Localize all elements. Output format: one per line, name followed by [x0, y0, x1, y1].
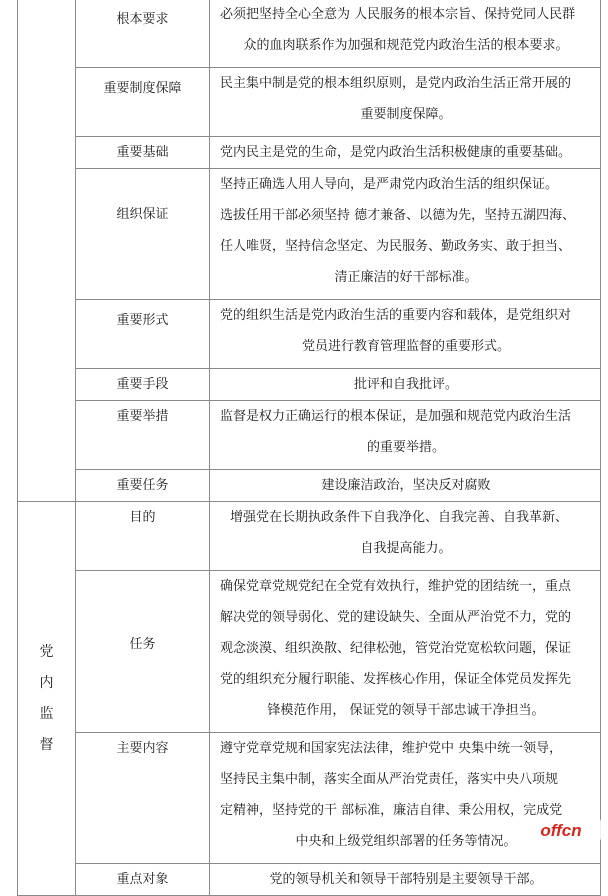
- content-line: 批评和自我批评。: [353, 377, 458, 392]
- row-content: [210, 571, 601, 733]
- content-line: 党的组织充分履行职能、发挥核心作用，保证全体党员发挥先: [220, 672, 572, 687]
- content-line: 自我提高能力。: [360, 541, 452, 556]
- row-label: 重要制度保障: [76, 68, 210, 137]
- row-label: 组织保证: [76, 169, 210, 300]
- row-label: 根本要求: [76, 0, 210, 68]
- content-line: 观念淡漠、组织涣散、纪律松弛，管党治党宽松软问题，保证: [220, 641, 572, 656]
- row-content: [210, 137, 601, 169]
- table-row: [18, 571, 601, 733]
- table-row: [18, 864, 601, 896]
- content-table: [17, 0, 601, 896]
- content-line: 清正廉洁的好干部标准。: [334, 270, 478, 285]
- table-row: [18, 502, 601, 571]
- row-content: [210, 0, 601, 68]
- category-cell-continued: [18, 0, 76, 502]
- row-label: 目的: [76, 502, 210, 571]
- row-label: 任务: [76, 571, 210, 733]
- content-line: 任人唯贤，坚持信念坚定、为民服务、勤政务实、敢于担当、: [220, 239, 572, 254]
- content-line: 确保党章党规党纪在全党有效执行，维护党的团结统一，重点: [220, 579, 572, 594]
- row-content: [210, 470, 601, 502]
- content-line: 党员进行教育管理监督的重要形式。: [301, 339, 510, 354]
- content-line: 锋模范作用， 保证党的领导干部忠诚干净担当。: [267, 703, 545, 718]
- row-label: 重要基础: [76, 137, 210, 169]
- table-row: [18, 68, 601, 137]
- content-line: 选拔任用干部必须坚持 德才兼备、以德为先，坚持五湖四海、: [220, 208, 576, 223]
- content-line: 坚持民主集中制，落实全面从严治党责任，落实中央八项规: [220, 772, 559, 787]
- content-line: 坚持正确选人用人导向，是严肃党内政治生活的组织保证。: [220, 177, 559, 192]
- row-label: 重要形式: [76, 300, 210, 369]
- table-row: [18, 733, 601, 864]
- content-line: 解决党的领导弱化、党的建设缺失、全面从严治党不力，党的: [220, 610, 572, 625]
- content-line: 党的领导机关和领导干部特别是主要领导干部。: [269, 872, 543, 887]
- content-line: 中央和上级党组织部署的任务等情况。: [295, 834, 517, 849]
- row-content: [210, 864, 601, 896]
- table-row: [18, 0, 601, 68]
- row-label: 重要举措: [76, 401, 210, 470]
- content-line: 的重要举措。: [366, 440, 445, 455]
- table-row: [18, 369, 601, 401]
- content-line: 定精神，坚持党的干 部标准，廉洁自律、秉公用权，完成党: [220, 803, 563, 818]
- row-label: 重要任务: [76, 470, 210, 502]
- content-line: 监督是权力正确运行的根本保证，是加强和规范党内政治生活: [220, 409, 572, 424]
- category-char: 监: [39, 705, 54, 722]
- content-line: 众的血肉联系作为加强和规范党内政治生活的根本要求。: [243, 38, 569, 53]
- row-label: 重要手段: [76, 369, 210, 401]
- content-line: 遵守党章党规和国家宪法法律，维护党中 央集中统一领导，: [220, 741, 563, 756]
- content-line: 党内民主是党的生命，是党内政治生活积极健康的重要基础。: [220, 145, 572, 160]
- table-row: [18, 300, 601, 369]
- row-content: [210, 68, 601, 137]
- watermark-text: offcn: [540, 821, 582, 840]
- table-row: [18, 137, 601, 169]
- row-label: 重点对象: [76, 864, 210, 896]
- row-content: [210, 300, 601, 369]
- category-char: 内: [39, 674, 54, 691]
- row-label: 主要内容: [76, 733, 210, 864]
- table-row: [18, 470, 601, 502]
- content-line: 建设廉洁政治，坚决反对腐败: [321, 478, 491, 493]
- content-line: 党的组织生活是党内政治生活的重要内容和载体，是党组织对: [220, 308, 572, 323]
- row-content: [210, 401, 601, 470]
- table-row: [18, 169, 601, 300]
- category-cell-supervision: [18, 502, 76, 896]
- content-line: 重要制度保障。: [360, 107, 452, 122]
- content-line: 增强党在长期执政条件下自我净化、自我完善、自我革新、: [230, 510, 569, 525]
- row-content: [210, 169, 601, 300]
- table-row: [18, 401, 601, 470]
- row-content: [210, 502, 601, 571]
- category-char: 党: [39, 643, 54, 660]
- content-line: 民主集中制是党的根本组织原则，是党内政治生活正常开展的: [220, 76, 572, 91]
- offcn-watermark-logo: [520, 815, 602, 845]
- row-content: [210, 369, 601, 401]
- category-char: 督: [39, 736, 54, 753]
- content-line: 必须把坚持全心全意为 人民服务的根本宗旨、保持党同人民群: [220, 7, 576, 22]
